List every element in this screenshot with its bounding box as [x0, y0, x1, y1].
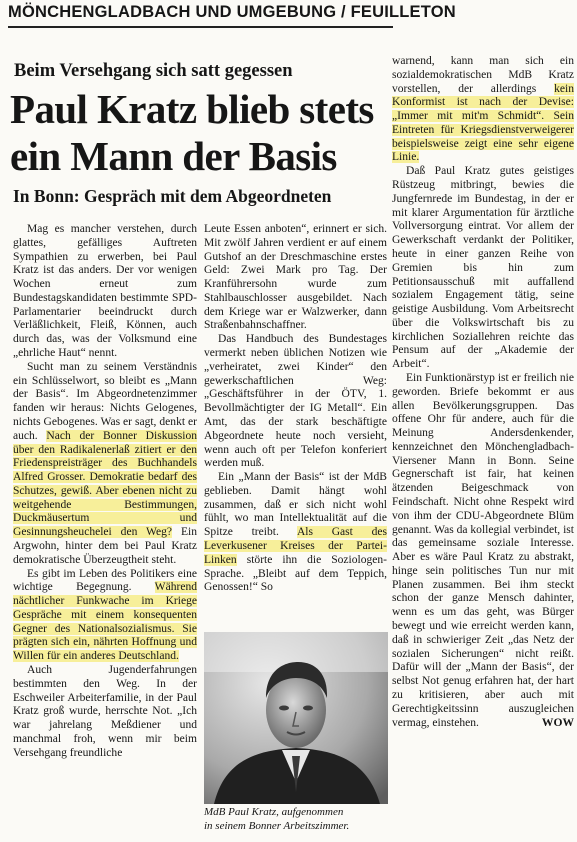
caption-line-2: in seinem Bonner Arbeitszimmer. [204, 819, 350, 832]
highlighted-text: Als Gast des Leverkusener Kreises der Partei-Linken [204, 526, 387, 566]
portrait-photo [204, 632, 388, 804]
article-column-3 [392, 55, 574, 730]
text-run: Ein Argwohn, hinter dem bei Paul Kratz demokratische Überzeugtheit steht. [13, 526, 198, 566]
text-run: Sucht man zu seinem Verständnis ein Schlüsselwort, so bleibt es „Mann der Basis“. Im Abgeordnetenzimmer fanden wir heraus: Nichts Gelogenes, nichts Gebogenes. Was er sagt, denkt er auch. [13, 360, 197, 442]
paragraph: Daß Paul Kratz gutes geistiges Rüstzeug mitbringt, bewies die Jungfernrede im Bundestag, in der er mit klarer Argumentation für ärztliche Vollversorgung eintrat. Vor allem der Gewerkschaft verdankt der Politiker, heute in einer ganzen Reihe von Gremien bis hin zum Petitionsausschuß mit auffallend sozialem Engagement tätig, seine geistige Ausbildung. Vom Arbeitsrecht über die Volkswirtschaft bis zu kirchlichen Soziallehren reichte das Pensum auf der „Akademie der Arbeit“. [392, 165, 574, 371]
paragraph: Auch Jugenderfahrungen bestimmten den Weg. In der Eschweiler Arbeiterfamilie, in der Paul Kratz groß wurde, herrschte Not. „Ich war jahrelang Meßdiener und manchmal froh, wenn mir beim Versehgang freundliche [13, 664, 197, 759]
paragraph [392, 55, 574, 165]
text-run: warnend, kann man sich ein sozialdemokratischen MdB Kratz vorstellen, der allerdings [392, 55, 574, 95]
paragraph: Das Handbuch des Bundestages vermerkt neben üblichen Notizen wie „verheiratet, zwei Kinder“ den gewerkschaftlichen Weg: „Geschäftsführer in der ÖTV, 1. Bevollmächtigter der IG Metall“. Ein Amt, das der stark beschäftigte Abgeordnete heute noch versieht, wenn auch oft per Telefon konferiert werden muß. [204, 333, 387, 470]
subheadline: In Bonn: Gespräch mit dem Abgeordneten [13, 186, 332, 206]
highlighted-text: Nach der Bonner Diskussion über den Radikalenerlaß zitiert er den Friedenspreisträger des Buchhandels Alfred Grosser. Demokratie bedarf des Schutzes, gewiß. Aber ebenen nicht zu weitgehende Bestimmungen, Duckmäusertum und Gesinnungsheuchelei den Weg? [13, 429, 197, 539]
paragraph [392, 372, 574, 730]
section-header: MÖNCHENGLADBACH UND UMGEBUNG / FEUILLETON [8, 3, 456, 21]
paragraph [13, 568, 197, 664]
paragraph [13, 361, 197, 568]
paragraph [204, 471, 387, 595]
highlighted-text: kein Konformist ist nach der Devise: „Immer mit mit'm Schmidt“. Sein Eintreten für Kriegsdienstverweigerer beispielsweise zeigt eine sehr eigene Linie. [392, 82, 574, 164]
section-rule [8, 26, 393, 28]
paragraph: Mag es mancher verstehen, durch glattes, gefälliges Auftreten Sympathien zu erwerben, bei Paul Kratz ist das anders. Der vor wenigen Wochen erneut zum Bundestagskandidaten bestimmte SPD-Parlamentarier beeindruckt durch Verläßlichkeit, Fleiß, Können, auch durch das, was der Volksmund eine „ehrliche Haut“ nennt. [13, 223, 197, 360]
headline-line-2: ein Mann der Basis [10, 133, 337, 179]
author-signature: WOW [541, 716, 574, 729]
portrait-photo-image [204, 632, 388, 804]
photo-caption [204, 806, 390, 833]
article-column-1 [13, 223, 197, 760]
caption-line-1: MdB Paul Kratz, aufgenommen [204, 806, 344, 818]
text-run: Ein „Mann der Basis“ ist der MdB geblieben. Damit hängt wohl zusammen, daß er sich nicht wohl fühlt, wo man Intellektualität auf die Spitze treibt. [204, 471, 387, 539]
kicker: Beim Versehgang sich satt gegessen [14, 61, 293, 81]
text-run: Es gibt im Leben des Politikers eine wichtige Begegnung. [13, 567, 197, 594]
headline-line-1: Paul Kratz blieb stets [10, 86, 374, 132]
highlighted-text: Während nächtlicher Funkwache im Kriege Gespräche mit einem konsequenten Gegner des Nationalsozialismus. Sie prägten sich ein, nährten Hoffnung und Willen für ein anderes Deutschland. [13, 581, 197, 663]
text-run: störte ihn die Soziologen-Sprache. „Bleibt auf dem Teppich, Genossen!“ So [204, 553, 387, 594]
text-run: Ein Funktionärstyp ist er freilich nie geworden. Briefe bekommt er aus allen Bevölkerungsgruppen. Das offene Ohr für andere, auch für die Meinung Andersdenkender, kennzeichnet den Mönchengladbach-Viersener Mann in Bonn. Seine Gegnerschaft ist fair, hat keinen ätzenden Beigeschmack von Feindschaft. Nicht ohne Respekt wird von ihm der CDU-Abgeordnete Blüm genannt. Was da kollegial verbindet, ist das gemeinsame soziale Interesse. Aber es wäre Paul Kratz zu abstrakt, hinge sein politisches Tun nur mit Planen zusammen. Bei ihm steckt schon der ganze Mensch dahinter, wenn es um das geht, was Bürger bewegt und wie erreicht werden kann, daß in schwieriger Zeit „das Netz der sozialen Sicherungen“ nicht reißt. Dafür will der „Mann der Basis“, der selbst Not genug erfahren hat, der hart zu kritisieren, aber auch mit Gerechtigkeitssinn auszugleichen vermag, einstehen. [392, 371, 574, 729]
paragraph: Leute Essen anboten“, erinnert er sich. Mit zwölf Jahren verdient er auf einem Gutshof an der Dreschmaschine erstes Geld: Zwei Mark pro Tag. Der Kranführersohn wurde zum Stahlbauschlosser ausgebildet. Nach dem Kriege war er Walzwerker, dann Straßenbahnschaffner. [204, 223, 387, 332]
article-column-2 [204, 223, 387, 595]
headline [10, 86, 400, 180]
